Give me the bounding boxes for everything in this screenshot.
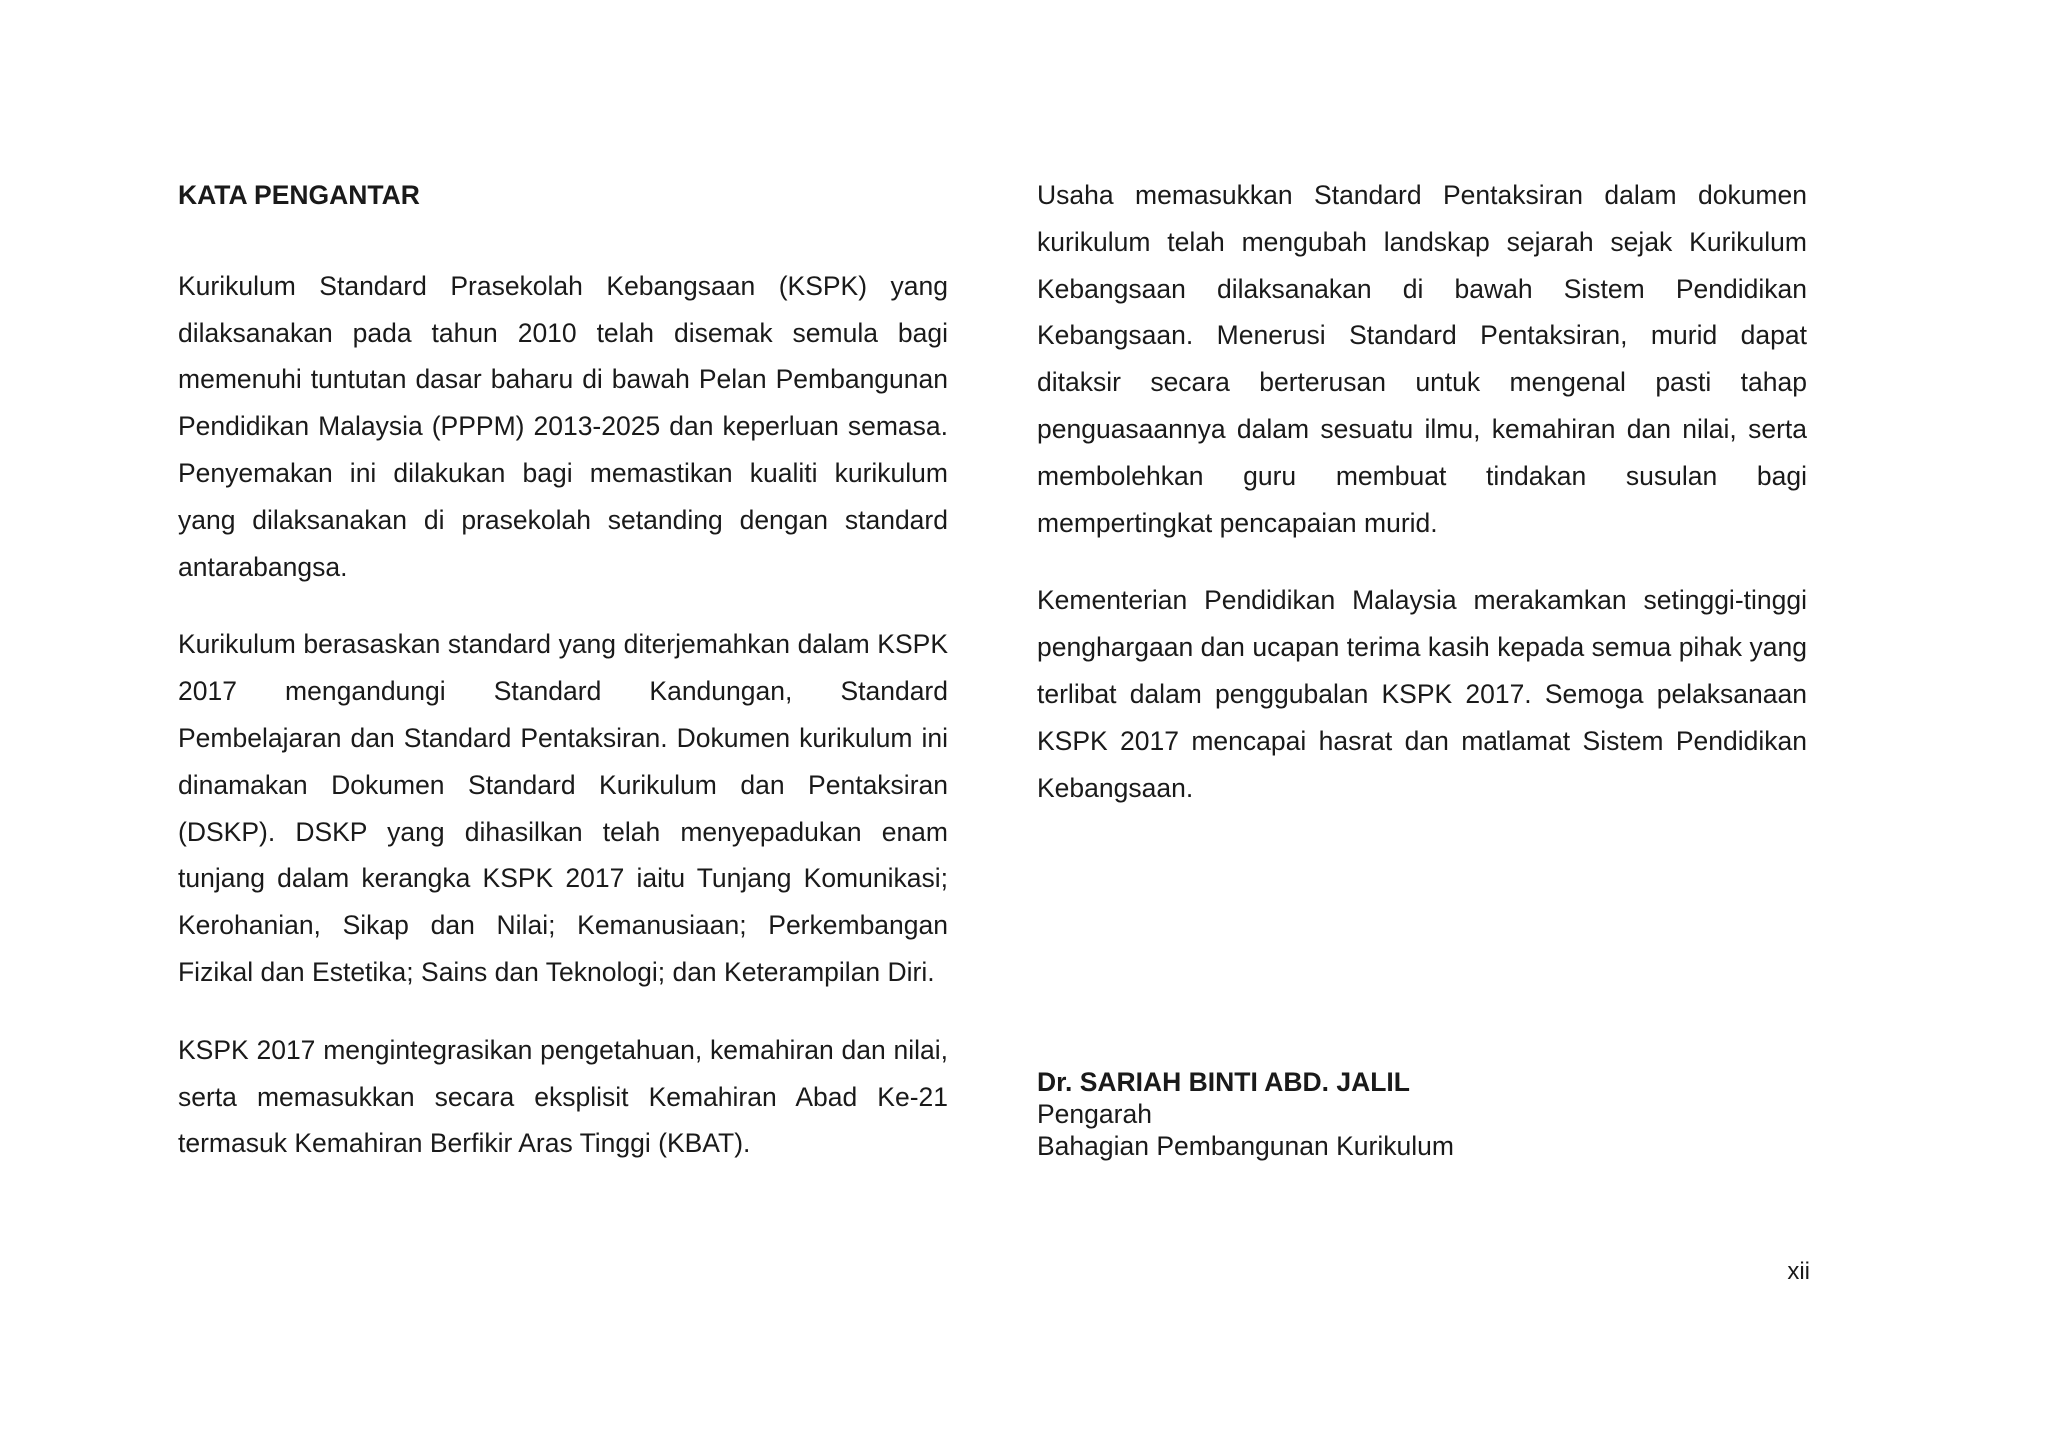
signatory-department: Bahagian Pembangunan Kurikulum [1037, 1131, 1454, 1161]
right-column [1037, 172, 1807, 842]
paragraph: KSPK 2017 mengintegrasikan pengetahuan, kemahiran dan nilai, serta memasukkan secara eksplisit Kemahiran Abad Ke-21 termasuk Kemahiran Berfikir Aras Tinggi (KBAT). [178, 1034, 948, 1159]
signature-block [1037, 1066, 1454, 1162]
page-heading: KATA PENGANTAR [178, 180, 420, 210]
paragraph: Kurikulum berasaskan standard yang diterjemahkan dalam KSPK 2017 mengandungi Standard Kandungan, Standard Pembelajaran dan Standard Pentaksiran. Dokumen kurikulum ini dinamakan Dokumen Standard Kurikulum dan Pentaksiran (DSKP). DSKP yang dihasilkan telah menyepadukan enam tunjang dalam kerangka KSPK 2017 iaitu Tunjang Komunikasi; Kerohanian, Sikap dan Nilai; Kemanusiaan; Perkembangan Fizikal dan Estetika; Sains dan Teknologi; dan Keterampilan Diri. [178, 629, 948, 987]
page-number: xii [1787, 1258, 1810, 1285]
signatory-title: Pengarah [1037, 1099, 1152, 1129]
paragraph: Kementerian Pendidikan Malaysia merakamkan setinggi-tinggi penghargaan dan ucapan terima kasih kepada semua pihak yang terlibat dalam penggubalan KSPK 2017. Semoga pelaksanaan KSPK 2017 mencapai hasrat dan matlamat Sistem Pendidikan Kebangsaan. [1037, 585, 1807, 803]
paragraph: Usaha memasukkan Standard Pentaksiran dalam dokumen kurikulum telah mengubah landskap sejarah sejak Kurikulum Kebangsaan dilaksanakan di bawah Sistem Pendidikan Kebangsaan. Menerusi Standard Pentaksiran, murid dapat ditaksir secara berterusan untuk mengenal pasti tahap penguasaannya dalam sesuatu ilmu, kemahiran dan nilai, serta membolehkan guru membuat tindakan susulan bagi mempertingkat pencapaian murid. [1037, 180, 1807, 538]
left-column [178, 172, 948, 1198]
signatory-name: Dr. SARIAH BINTI ABD. JALIL [1037, 1067, 1410, 1097]
paragraph: Kurikulum Standard Prasekolah Kebangsaan (KSPK) yang dilaksanakan pada tahun 2010 telah disemak semula bagi memenuhi tuntutan dasar baharu di bawah Pelan Pembangunan Pendidikan Malaysia (PPPM) 2013-2025 dan keperluan semasa. Penyemakan ini dilakukan bagi memastikan kualiti kurikulum yang dilaksanakan di prasekolah setanding dengan standard antarabangsa. [178, 270, 948, 582]
